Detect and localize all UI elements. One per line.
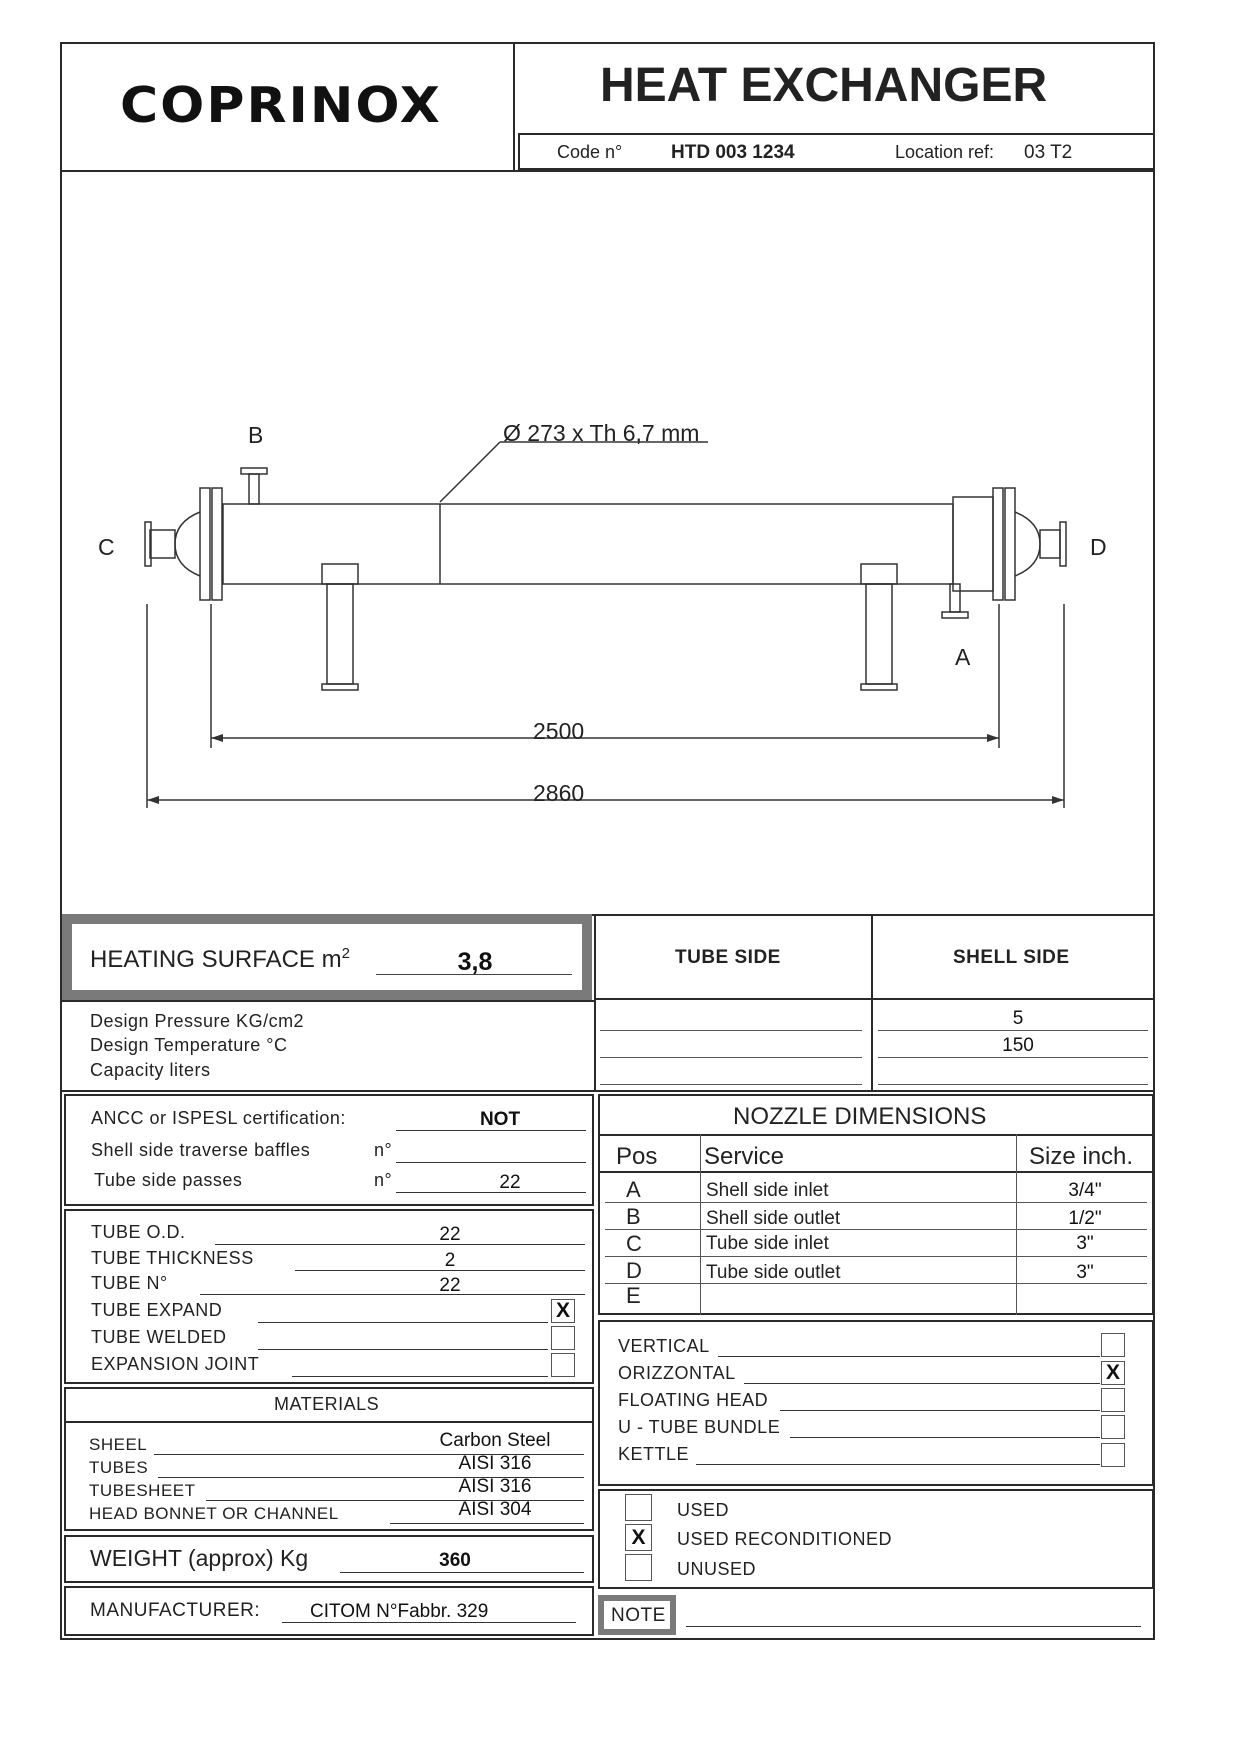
tube-od-value: 22 (439, 1224, 461, 1245)
nozzle-service: Shell side inlet (706, 1180, 829, 1201)
nozzle-size: 3" (1076, 1262, 1094, 1283)
expansion-joint-checkbox[interactable] (551, 1353, 575, 1377)
heating-surface-value: 3,8 (457, 948, 493, 976)
weight-line (340, 1572, 584, 1573)
ancc-value: NOT (479, 1109, 521, 1130)
design-temperature-label: Design Temperature °C (90, 1035, 288, 1055)
right-flange-inner (993, 488, 1003, 600)
nozzle-service: Shell side outlet (706, 1208, 841, 1229)
tube-number-label: TUBE N° (91, 1273, 168, 1293)
tubes-material-label: TUBES (89, 1458, 149, 1477)
manufacturer-value: CITOM N°Fabbr. 329 (310, 1601, 489, 1622)
expansion-joint-line (292, 1376, 548, 1377)
nozzle-row-line (605, 1202, 1147, 1203)
nozzle-label-d: D (1090, 534, 1107, 560)
tube-expand-line (258, 1322, 548, 1323)
horizontal-line (744, 1383, 1100, 1384)
horizontal-label: ORIZZONTAL (618, 1363, 736, 1383)
nozzle-col-pos: Pos (616, 1143, 658, 1170)
unused-checkbox[interactable] (625, 1554, 652, 1581)
passes-value: 22 (499, 1172, 521, 1193)
manufacturer-label: MANUFACTURER: (90, 1600, 261, 1621)
design-pressure-label: Design Pressure KG/cm2 (90, 1011, 305, 1031)
nozzle-size: 3/4" (1068, 1180, 1102, 1201)
nozzle-size: 1/2" (1068, 1208, 1102, 1229)
nozzle-pos: D (626, 1258, 642, 1283)
nozzle-size: 3" (1076, 1233, 1094, 1254)
materials-title: MATERIALS (274, 1394, 380, 1414)
right-nozzle-d-flange (1060, 522, 1066, 566)
kettle-checkbox[interactable] (1101, 1443, 1125, 1467)
col-divider-main (594, 914, 596, 1092)
utube-bundle-line (790, 1437, 1100, 1438)
header-vertical-divider (513, 42, 515, 170)
shell-side-header: SHELL SIDE (953, 947, 1070, 968)
nozzle-row-line (605, 1229, 1147, 1230)
arrow-2500-right (987, 734, 999, 742)
nozzle-label-c: C (98, 534, 115, 560)
nozzle-col-size: Size inch. (1029, 1143, 1134, 1170)
tubesheet-material-label: TUBESHEET (89, 1481, 196, 1500)
unused-label: UNUSED (677, 1559, 757, 1579)
right-flange-body (953, 497, 993, 591)
floating-head-checkbox[interactable] (1101, 1388, 1125, 1412)
vertical-line (718, 1356, 1100, 1357)
code-label: Code n° (557, 142, 623, 162)
passes-no-label: n° (374, 1170, 393, 1190)
diameter-label: Ø 273 x Th 6,7 mm (503, 420, 700, 446)
right-bonnet (1015, 512, 1040, 576)
arrow-2500-left (211, 734, 223, 742)
shell-temperature-line (878, 1057, 1148, 1058)
horizontal-checkbox[interactable]: X (1101, 1361, 1125, 1385)
tube-od-line (215, 1244, 585, 1245)
saddle-right-leg (866, 584, 892, 684)
nozzle-label-b: B (248, 422, 264, 448)
left-flange-inner (212, 488, 222, 600)
nozzle-col-divider-1 (700, 1134, 701, 1315)
ancc-label: ANCC or ISPESL certification: (91, 1108, 346, 1128)
tube-thickness-value: 2 (444, 1250, 456, 1271)
right-flange-outer (1005, 488, 1015, 600)
kettle-label: KETTLE (618, 1444, 690, 1464)
used-reconditioned-label: USED RECONDITIONED (677, 1529, 893, 1549)
left-nozzle-c (150, 530, 175, 558)
capacity-label: Capacity liters (90, 1060, 211, 1080)
tube-expand-label: TUBE EXPAND (91, 1300, 223, 1320)
tube-capacity-line (600, 1084, 862, 1085)
sides-header-divider (594, 998, 1155, 1000)
nozzle-service: Tube side outlet (706, 1262, 841, 1283)
heating-surface-label: HEATING SURFACE $m^2$ (90, 945, 350, 973)
nozzle-title: NOZZLE DIMENSIONS (733, 1103, 987, 1130)
floating-head-label: FLOATING HEAD (618, 1390, 769, 1410)
dimension-2860: 2860 (533, 780, 585, 806)
tube-temperature-line (600, 1057, 862, 1058)
nozzle-title-divider (598, 1134, 1154, 1136)
tube-side-header: TUBE SIDE (675, 947, 781, 968)
kettle-line (696, 1464, 1100, 1465)
nozzle-a-flange (942, 612, 968, 618)
nozzle-pos: A (626, 1177, 641, 1202)
shell-pressure-line (878, 1030, 1148, 1031)
vertical-checkbox[interactable] (1101, 1333, 1125, 1357)
logo (120, 76, 450, 136)
expansion-joint-label: EXPANSION JOINT (91, 1354, 260, 1374)
floating-head-line (780, 1410, 1100, 1411)
note-label: NOTE (611, 1605, 666, 1626)
tube-number-line (200, 1294, 585, 1295)
nozzle-row-line (605, 1283, 1147, 1284)
nozzle-pos: E (626, 1283, 641, 1308)
nozzle-pos: B (626, 1204, 641, 1229)
design-bottom-divider (60, 1090, 1155, 1092)
nozzle-label-a: A (955, 644, 971, 670)
shell-body (223, 504, 953, 584)
tube-number-value: 22 (439, 1275, 461, 1296)
code-value: HTD 003 1234 (671, 142, 795, 163)
location-label: Location ref: (895, 142, 995, 162)
tube-od-label: TUBE O.D. (91, 1222, 186, 1242)
left-flange-outer (200, 488, 210, 600)
used-label: USED (677, 1500, 730, 1520)
nozzle-service: Tube side inlet (706, 1233, 829, 1254)
shell-material-label: SHEEL (89, 1435, 148, 1454)
passes-label: Tube side passes (94, 1170, 243, 1190)
head-material-label: HEAD BONNET OR CHANNEL (89, 1504, 339, 1523)
diameter-leader (440, 442, 500, 502)
baffles-line (396, 1162, 586, 1163)
arrow-2860-right (1052, 796, 1064, 804)
tubes-material-value: AISI 316 (458, 1453, 532, 1474)
design-top-divider (60, 1000, 594, 1002)
right-nozzle-d (1040, 530, 1060, 558)
tubesheet-material-value: AISI 316 (458, 1476, 532, 1497)
heat-exchanger-drawing (60, 172, 1155, 912)
nozzle-a-pipe (950, 584, 960, 612)
nozzle-col-service: Service (704, 1143, 785, 1170)
saddle-right-base (861, 684, 897, 690)
shell-capacity-line (878, 1084, 1148, 1085)
arrow-2860-left (147, 796, 159, 804)
shell-temperature-value: 150 (1002, 1035, 1034, 1056)
col-divider-sides (871, 914, 873, 1092)
saddle-right-top (861, 564, 897, 584)
logo-text: COPRINOX (120, 77, 442, 135)
nozzle-pos: C (626, 1231, 642, 1256)
nozzle-b-flange (241, 468, 267, 474)
head-material-line (390, 1523, 584, 1524)
tube-pressure-line (600, 1030, 862, 1031)
head-material-value: AISI 304 (458, 1499, 532, 1520)
dimension-2500: 2500 (533, 718, 585, 744)
utube-bundle-label: U - TUBE BUNDLE (618, 1417, 781, 1437)
nozzle-row-line (605, 1256, 1147, 1257)
saddle-left-top (322, 564, 358, 584)
page-title: HEAT EXCHANGER (600, 59, 1048, 112)
tube-expand-checkbox[interactable]: X (551, 1299, 575, 1323)
weight-label: WEIGHT (approx) Kg (90, 1545, 309, 1571)
utube-bundle-checkbox[interactable] (1101, 1415, 1125, 1439)
baffles-no-label: n° (374, 1140, 393, 1160)
shell-pressure-value: 5 (1012, 1008, 1024, 1029)
baffles-label: Shell side traverse baffles (91, 1140, 311, 1160)
shell-material-value: Carbon Steel (439, 1430, 551, 1451)
vertical-label: VERTICAL (618, 1336, 710, 1356)
tube-thickness-label: TUBE THICKNESS (91, 1248, 254, 1268)
note-line (686, 1626, 1141, 1627)
tube-welded-checkbox[interactable] (551, 1326, 575, 1350)
nozzle-b-pipe (249, 474, 259, 504)
nozzle-header-divider (598, 1171, 1154, 1173)
left-bonnet (175, 512, 200, 576)
nozzle-col-divider-2 (1016, 1134, 1017, 1315)
used-reconditioned-checkbox[interactable]: X (625, 1524, 652, 1551)
location-value: 03 T2 (1024, 142, 1073, 163)
weight-value: 360 (439, 1550, 471, 1571)
tube-welded-label: TUBE WELDED (91, 1327, 227, 1347)
used-checkbox[interactable] (625, 1494, 652, 1521)
saddle-left-base (322, 684, 358, 690)
saddle-left-leg (327, 584, 353, 684)
tube-welded-line (258, 1349, 548, 1350)
